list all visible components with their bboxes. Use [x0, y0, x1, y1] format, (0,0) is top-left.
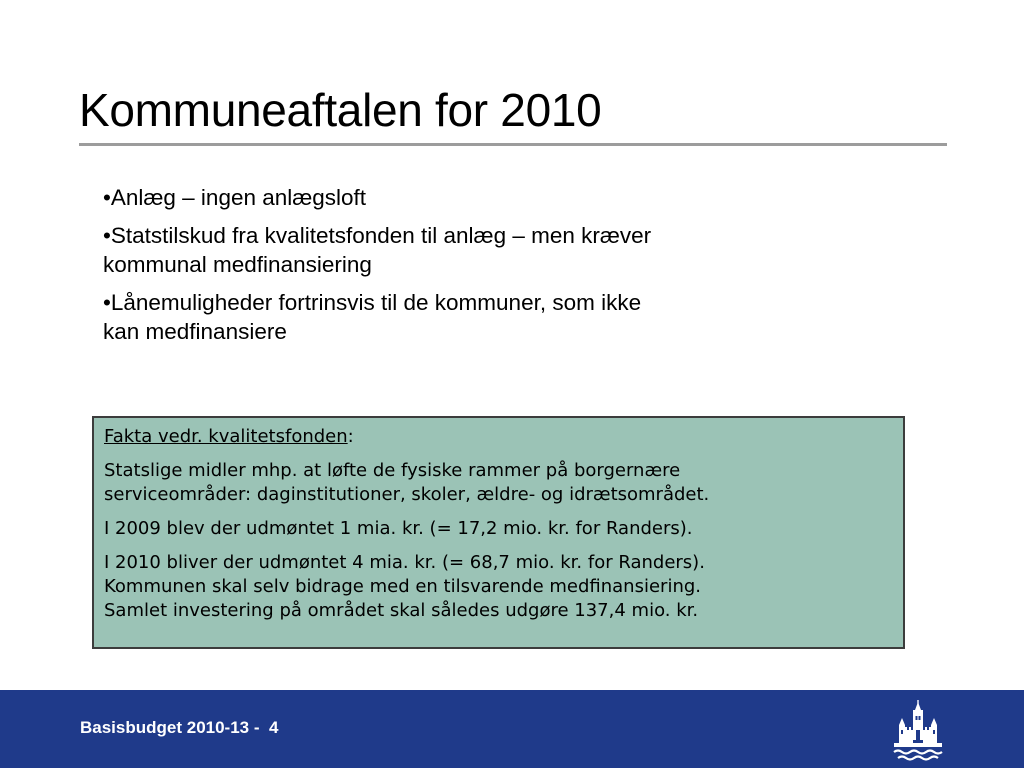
fact-line: serviceområder: daginstitutioner, skoler, ældre- og idrætsområdet. [104, 484, 710, 505]
slide-title: Kommuneaftalen for 2010 [79, 84, 602, 136]
fact-line: Kommunen skal selv bidrage med en tilsvarende medfinansiering. [104, 576, 701, 597]
fact-heading-suffix: : [347, 426, 354, 447]
fact-line: I 2009 blev der udmøntet 1 mia. kr. (= 17,2 mio. kr. for Randers). [104, 518, 693, 539]
fact-paragraph [104, 459, 894, 507]
bullet-line: •Anlæg – ingen anlægsloft [103, 185, 367, 210]
bullet-line: kan medfinansiere [103, 319, 287, 344]
bullet-line: •Statstilskud fra kvalitetsfonden til anlæg – men kræver [103, 223, 652, 248]
footer-text: Basisbudget 2010-13 - 4 [80, 718, 279, 737]
fact-paragraph [104, 551, 894, 623]
fact-paragraph [104, 517, 894, 541]
fact-line: Statslige midler mhp. at løfte de fysiske rammer på borgernære [104, 460, 681, 481]
fact-line: Samlet investering på området skal således udgøre 137,4 mio. kr. [104, 600, 699, 621]
bullet-item [103, 183, 823, 212]
randers-coat-of-arms-icon [888, 700, 948, 764]
title-divider [79, 143, 947, 146]
bullet-list [103, 183, 823, 355]
fact-box-heading [104, 425, 894, 449]
fact-box [92, 416, 905, 649]
bullet-item [103, 288, 823, 346]
fact-line: I 2010 bliver der udmøntet 4 mia. kr. (= 68,7 mio. kr. for Randers). [104, 552, 705, 573]
bullet-line: •Lånemuligheder fortrinsvis til de kommuner, som ikke [103, 290, 642, 315]
bullet-item [103, 221, 823, 279]
fact-heading-link[interactable]: Fakta vedr. kvalitetsfonden [104, 426, 348, 447]
bullet-line: kommunal medfinansiering [103, 252, 372, 277]
